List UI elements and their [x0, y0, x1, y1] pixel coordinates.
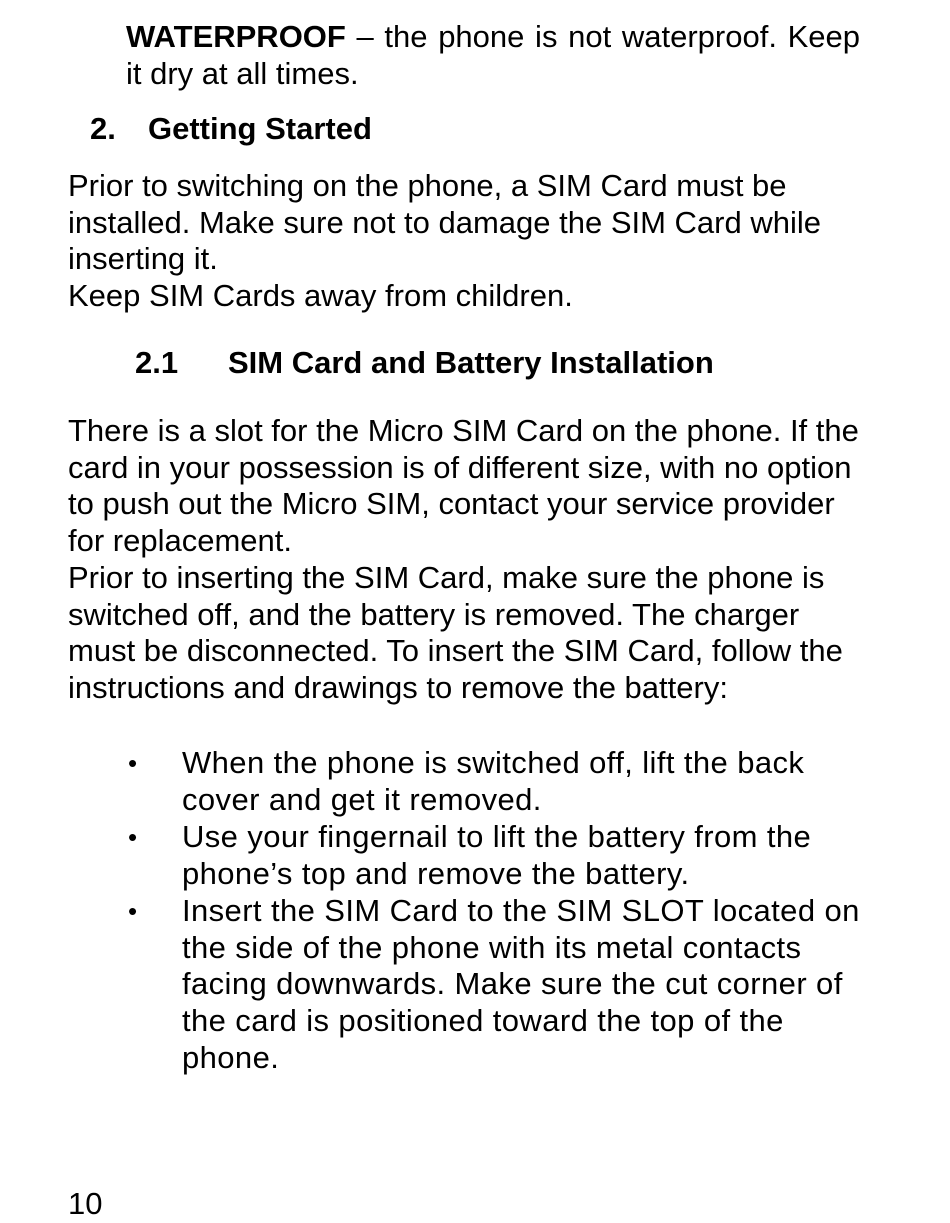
- list-item-text: When the phone is switched off, lift the back cover and get it removed.: [182, 745, 805, 817]
- subsection-title: SIM Card and Battery Installation: [228, 345, 714, 380]
- paragraph: Prior to switching on the phone, a SIM Card must be installed. Make sure not to damage the SIM Card while inserting it.: [68, 168, 821, 277]
- warning-keyword: WATERPROOF: [126, 19, 346, 54]
- section-title: Getting Started: [148, 111, 372, 146]
- list-item-text: Use your fingernail to lift the battery from the phone’s top and remove the battery.: [182, 819, 812, 891]
- list-item: [120, 893, 860, 1077]
- paragraph: There is a slot for the Micro SIM Card on the phone. If the card in your possession is of different size, with no option to push out the Micro SIM, contact your service provider for replacement.: [68, 413, 859, 559]
- paragraph: Keep SIM Cards away from children.: [68, 278, 573, 314]
- getting-started-body: [68, 168, 868, 315]
- installation-steps-list: [120, 745, 860, 1077]
- section-heading-getting-started: [90, 110, 372, 148]
- list-item: [120, 745, 860, 818]
- paragraph: Prior to inserting the SIM Card, make sure the phone is switched off, and the battery is removed. The charger must be disconnected. To insert the SIM Card, follow the instructions and drawings to remove the battery:: [68, 559, 843, 705]
- subsection-number: 2.1: [135, 345, 179, 380]
- warning-text: – the phone is not waterproof. Keep it dry at all times.: [126, 19, 860, 91]
- waterproof-warning: [126, 18, 860, 92]
- bullet-icon: •: [128, 748, 138, 778]
- bullet-icon: •: [128, 896, 138, 926]
- section-number: 2.: [90, 111, 116, 146]
- list-item-text: Insert the SIM Card to the SIM SLOT located on the side of the phone with its metal contacts facing downwards. Make sure the cut corner of the card is positioned toward the top of the phone.: [182, 893, 860, 1075]
- page-number: 10: [68, 1186, 103, 1221]
- subsection-heading-sim-battery: [135, 344, 714, 382]
- bullet-icon: •: [128, 822, 138, 852]
- list-item: [120, 819, 860, 892]
- sim-installation-body: [68, 413, 868, 707]
